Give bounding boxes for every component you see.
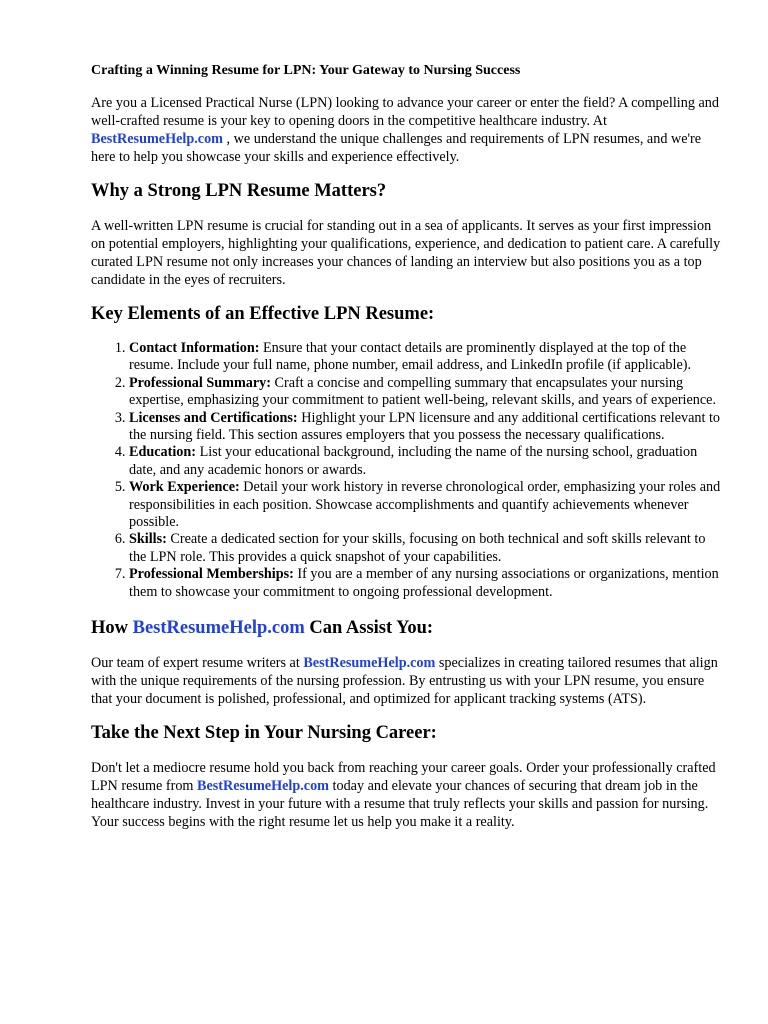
document-title: Crafting a Winning Resume for LPN: Your Gateway to Nursing Success xyxy=(91,63,521,78)
key-elements-list xyxy=(91,340,722,601)
list-item-text: Create a dedicated section for your skills, focusing on both technical and soft skills relevant to the LPN role. This provides a quick snapshot of your capabilities. xyxy=(129,531,706,565)
assist-text-start: Our team of expert resume writers at xyxy=(91,655,304,672)
next-step-site-link[interactable]: BestResumeHelp.com xyxy=(197,778,329,795)
heading-text-start: How xyxy=(91,618,133,639)
next-step-text-end: today and elevate your chances of securing that dream job in the healthcare industry. Invest in your future with a resume that truly reflects your skills and passion for nursing. Your success begins with the right resume let us help you make it a reality. xyxy=(91,778,709,831)
list-item xyxy=(129,375,722,410)
list-item-label: Professional Summary: xyxy=(129,374,271,391)
heading-text-end: Can Assist You: xyxy=(304,618,434,639)
list-item xyxy=(129,444,722,479)
list-item-text: If you are a member of any nursing associations or organizations, mention them to showcase your commitment to ongoing professional development. xyxy=(129,566,719,600)
list-item-label: Licenses and Certifications: xyxy=(129,409,298,426)
heading-site-link[interactable]: BestResumeHelp.com xyxy=(132,618,305,639)
list-item xyxy=(129,479,722,531)
list-item xyxy=(129,566,722,601)
list-item-text: Ensure that your contact details are prominently displayed at the top of the resume. Include your full name, phone number, email address, and LinkedIn profile (if applicable). xyxy=(129,340,692,374)
list-item xyxy=(129,410,722,445)
intro-text-start: Are you a Licensed Practical Nurse (LPN) looking to advance your career or enter the field? A compelling and well-crafted resume is your key to opening doors in the competitive healthcare industry. At xyxy=(91,95,719,129)
section-next-step-paragraph xyxy=(91,759,722,831)
list-item-text: List your educational background, including the name of the nursing school, graduation date, and any academic honors or awards. xyxy=(129,444,698,478)
section-heading-key-elements: Key Elements of an Effective LPN Resume: xyxy=(91,304,435,324)
list-item-label: Skills: xyxy=(129,531,167,548)
intro-text-end: , we understand the unique challenges and requirements of LPN resumes, and we're here to help you showcase your skills and experience effectively. xyxy=(91,131,702,165)
section-why-paragraph: A well-written LPN resume is crucial for standing out in a sea of applicants. It serves as your first impression on potential employers, highlighting your qualifications, experience, and dedication to patient care. A carefully curated LPN resume not only increases your chances of landing an interview but also positions you as a top candidate in the eyes of recruiters. xyxy=(91,218,721,288)
list-item-text: Detail your work history in reverse chronological order, emphasizing your roles and responsibilities in each position. Showcase accomplishments and quantify achievements whenever possible. xyxy=(129,479,721,531)
list-item xyxy=(129,531,722,566)
intro-site-link[interactable]: BestResumeHelp.com xyxy=(91,131,223,147)
list-item-label: Education: xyxy=(129,444,197,461)
list-item-label: Contact Information: xyxy=(129,340,260,356)
assist-site-link[interactable]: BestResumeHelp.com xyxy=(303,655,436,672)
section-assist-paragraph xyxy=(91,654,722,708)
list-item xyxy=(129,340,722,375)
next-step-text-start: Don't let a mediocre resume hold you back from reaching your career goals. Order your professionally crafted LPN resume from xyxy=(91,760,716,795)
list-item-text: Highlight your LPN licensure and any additional certifications relevant to the nursing field. This section assures employers that you possess the necessary qualifications. xyxy=(129,409,721,444)
section-heading-why: Why a Strong LPN Resume Matters? xyxy=(91,181,387,201)
section-heading-assist xyxy=(91,617,722,639)
list-item-text: Craft a concise and compelling summary that encapsulates your nursing expertise, emphasizing your commitment to patient well-being, relevant skills, and years of experience. xyxy=(129,374,717,409)
intro-paragraph xyxy=(91,94,722,166)
section-heading-next-step: Take the Next Step in Your Nursing Career: xyxy=(91,723,437,744)
list-item-label: Work Experience: xyxy=(129,479,240,496)
assist-text-end: specializes in creating tailored resumes that align with the unique requirements of the nursing profession. By entrusting us with your LPN resume, you ensure that your document is polished, professional, and optimized for applicant tracking systems (ATS). xyxy=(91,655,718,708)
list-item-label: Professional Memberships: xyxy=(129,566,294,583)
